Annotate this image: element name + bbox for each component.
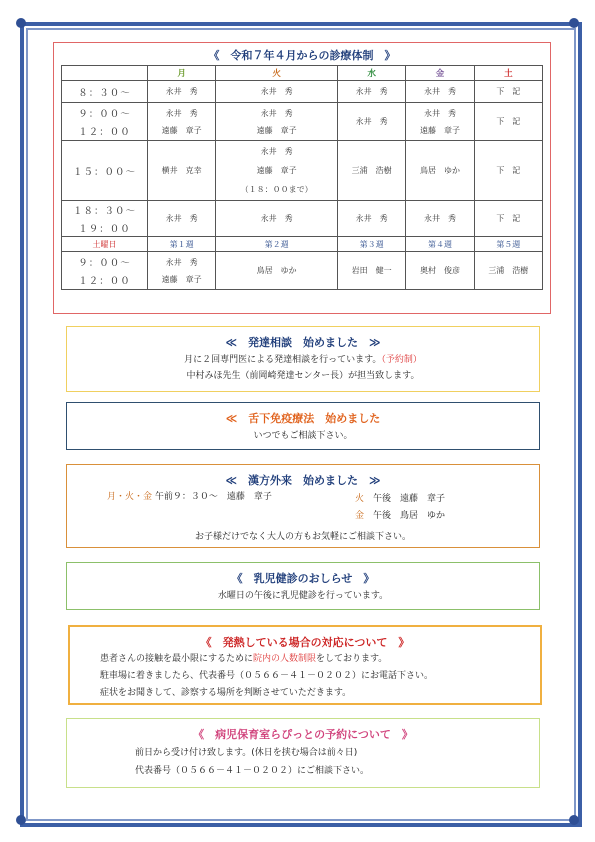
dev-consult-line1 (67, 354, 539, 366)
doctor-name: 永井 秀 (260, 147, 293, 156)
kampo-time: 午前９：３０～ 遠藤 章子 (154, 492, 272, 502)
sick-care-line1: 前日から受け付け致します。(休日を挟む場合は前々日) (135, 748, 358, 758)
doctor-cell: 下 記 (474, 81, 542, 103)
fever-line2: 駐車場に着きましたら、代表番号（０５６６－４１－０２０２）にお電話下さい。 (100, 671, 434, 681)
doctor-name: 遠藤 章子 (161, 125, 202, 135)
doctor-cell: 永井 秀 (406, 81, 474, 103)
kampo-day: 火 (355, 494, 365, 504)
doctor-cell: 三浦 浩樹 (474, 252, 542, 290)
time-cell (62, 252, 148, 290)
sick-care-line2: 代表番号（０５６６－４１－０２０２）にご相談下さい。 (135, 766, 370, 776)
doctor-cell: 横井 克幸 (148, 141, 216, 201)
kampo-days: 月・火・金 (107, 492, 153, 502)
fever-title: 《 発熱している場合の対応について 》 (200, 636, 410, 649)
time-end: １２：００ (78, 275, 131, 287)
fever-text: をしております。 (316, 654, 388, 664)
doctor-cell: 下 記 (474, 141, 542, 201)
time-start: １８：３０～ (72, 205, 136, 217)
table-row (62, 252, 543, 290)
doctor-cell (216, 103, 338, 141)
doctor-name: 遠藤 章子 (256, 125, 297, 135)
dev-consult-title: ≪ 発達相談 始めました ≫ (225, 336, 381, 349)
doctor-cell: 下 記 (474, 201, 542, 237)
doctor-cell: 三浦 浩樹 (337, 141, 405, 201)
fever-box (68, 625, 542, 705)
reservation-note: （予約制） (381, 355, 422, 365)
doctor-cell: 永井 秀 (216, 81, 338, 103)
kampo-time: 午後 鳥居 ゆか (373, 511, 446, 521)
table-row (62, 103, 543, 141)
header-empty (62, 66, 148, 81)
doctor-name: 遠藤 章子 (256, 166, 297, 175)
day-header: 火 (216, 66, 338, 81)
kampo-right-row2 (355, 508, 445, 525)
doctor-name: 永井 秀 (260, 108, 293, 118)
slit-box (66, 402, 540, 450)
day-header: 土 (474, 66, 542, 81)
doctor-cell: 永井 秀 (337, 201, 405, 237)
kampo-time: 午後 遠藤 章子 (373, 494, 446, 504)
week-header: 第２週 (216, 237, 338, 252)
table-row (62, 237, 543, 252)
corner-ornament-icon (16, 815, 26, 825)
day-header: 金 (406, 66, 474, 81)
sick-care-body (67, 744, 539, 780)
schedule-table (61, 65, 543, 290)
doctor-name: 遠藤 章子 (419, 125, 460, 135)
infant-line1: 水曜日の午後に乳児健診を行っています。 (217, 591, 389, 601)
time-cell (62, 103, 148, 141)
sick-care-box (66, 718, 540, 788)
doctor-name: 永井 秀 (165, 108, 198, 118)
kampo-left (107, 491, 272, 503)
table-row (62, 81, 543, 103)
week-header: 第５週 (474, 237, 542, 252)
schedule-section (53, 42, 551, 314)
doctor-cell (148, 252, 216, 290)
doctor-name: 永井 秀 (165, 257, 198, 267)
day-header: 水 (337, 66, 405, 81)
kampo-title: ≪ 漢方外来 始めました ≫ (225, 474, 381, 487)
time-cell (62, 201, 148, 237)
corner-ornament-icon (569, 18, 579, 28)
infant-title: 《 乳児健診のおしらせ 》 (231, 572, 375, 585)
time-start: ９：００～ (78, 108, 131, 120)
fever-line3: 症状をお聞きして、診察する場所を判断させていただきます。 (100, 688, 352, 698)
doctor-cell: 奥村 俊彦 (406, 252, 474, 290)
doctor-cell: 永井 秀 (337, 103, 405, 141)
infant-box (66, 562, 540, 610)
doctor-note: （１８：００まで） (240, 185, 313, 194)
doctor-name: 遠藤 章子 (161, 274, 202, 284)
day-header: 月 (148, 66, 216, 81)
table-row (62, 201, 543, 237)
dev-consult-box (66, 326, 540, 392)
fever-body (70, 651, 540, 702)
fever-line1 (100, 651, 540, 668)
doctor-cell: 鳥居 ゆか (216, 252, 338, 290)
slit-title: ≪ 舌下免疫療法 始めました (225, 412, 381, 425)
corner-ornament-icon (569, 815, 579, 825)
schedule-title: 《 令和７年４月からの診療体制 》 (208, 49, 396, 62)
doctor-cell: 永井 秀 (148, 81, 216, 103)
sick-care-title: 《 病児保育室らぴっとの予約について 》 (193, 728, 413, 741)
dev-consult-text: 月に２回専門医による発達相談を行っています。 (184, 355, 382, 365)
kampo-right-row1 (355, 491, 445, 508)
doctor-name: 永井 秀 (423, 108, 456, 118)
doctor-cell: 下 記 (474, 103, 542, 141)
kampo-day: 金 (355, 511, 365, 521)
time-start: ９：００～ (78, 257, 131, 269)
time-end: １９：００ (78, 223, 131, 235)
dev-consult-line2: 中村みほ先生（前岡崎発達センター長）が担当致します。 (186, 371, 420, 381)
kampo-line3: お子様だけでなく大人の方もお気軽にご相談下さい。 (194, 532, 411, 542)
week-header: 第４週 (406, 237, 474, 252)
time-end: １２：００ (78, 126, 131, 138)
kampo-right (355, 491, 445, 525)
corner-ornament-icon (16, 18, 26, 28)
time-cell: ８：３０～ (62, 81, 148, 103)
doctor-cell: 岩田 健一 (337, 252, 405, 290)
doctor-cell: 永井 秀 (406, 201, 474, 237)
slit-line1: いつでもご相談下さい。 (253, 431, 353, 441)
fever-text: 患者さんの接触を最小限にするために (100, 654, 254, 664)
time-cell: １５：００～ (62, 141, 148, 201)
saturday-label: 土曜日 (62, 237, 148, 252)
doctor-cell (148, 103, 216, 141)
week-header: 第１週 (148, 237, 216, 252)
doctor-cell: 永井 秀 (216, 201, 338, 237)
doctor-cell: 永井 秀 (337, 81, 405, 103)
table-row (62, 141, 543, 201)
doctor-cell (216, 141, 338, 201)
capacity-limit-note: 院内の人数制限 (253, 654, 317, 664)
week-header: 第３週 (337, 237, 405, 252)
doctor-cell: 永井 秀 (148, 201, 216, 237)
kampo-box (66, 464, 540, 548)
doctor-cell (406, 103, 474, 141)
doctor-cell: 鳥居 ゆか (406, 141, 474, 201)
